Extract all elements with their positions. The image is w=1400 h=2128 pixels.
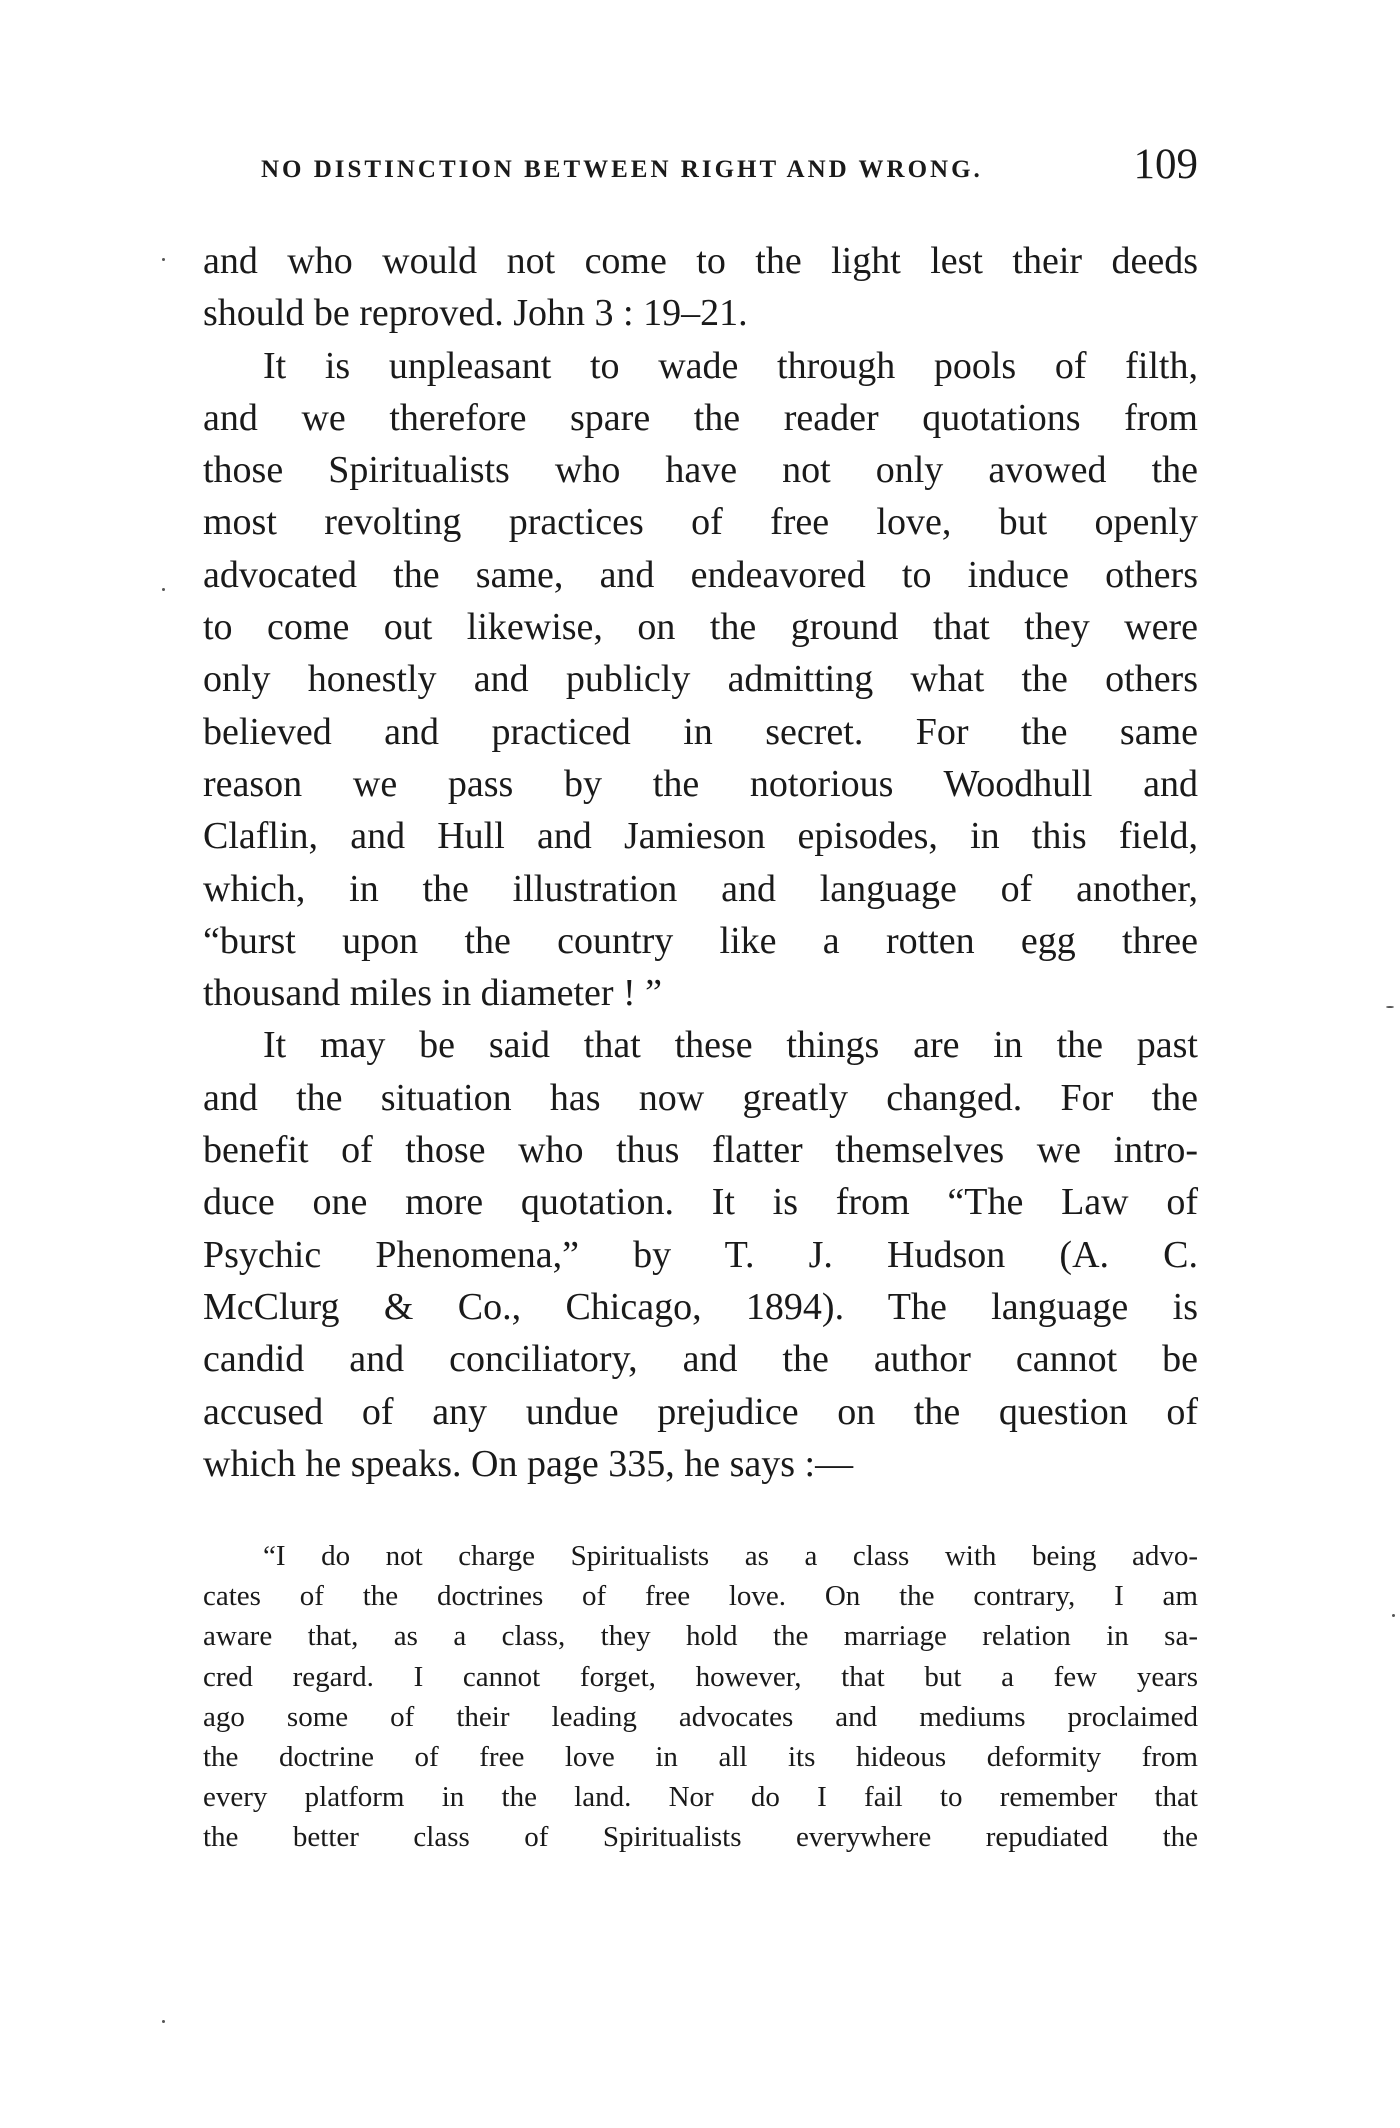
running-title: NO DISTINCTION BETWEEN RIGHT AND WRONG. — [261, 156, 983, 183]
quote-line: ago some of their leading advocates and mediums proclaimed — [203, 1700, 1198, 1733]
quote-line: aware that, as a class, they hold the marriage relation in sa- — [203, 1620, 1198, 1653]
quote-line: cates of the doctrines of free love. On the contrary, I am — [203, 1580, 1198, 1613]
running-head — [203, 138, 1198, 198]
body-line: “burst upon the country like a rotten egg three — [203, 919, 1198, 962]
body-line: only honestly and publicly admitting what the others — [203, 658, 1198, 701]
body-line: most revolting practices of free love, but openly — [203, 501, 1198, 544]
body-line: thousand miles in diameter ! ” — [203, 972, 663, 1015]
body-line: candid and conciliatory, and the author cannot be — [203, 1338, 1198, 1381]
body-line: to come out likewise, on the ground that they were — [203, 606, 1198, 649]
body-line: and who would not come to the light lest their deeds — [203, 240, 1198, 282]
body-line: which, in the illustration and language of another, — [203, 867, 1198, 910]
body-text — [203, 235, 1198, 1490]
body-line: It is unpleasant to wade through pools of filth, — [263, 344, 1198, 387]
body-line: benefit of those who thus flatter themselves we intro- — [203, 1129, 1198, 1172]
body-line: should be reproved. John 3 : 19–21. — [203, 292, 748, 335]
quote-line: the better class of Spiritualists everywhere repudiated the — [203, 1821, 1198, 1854]
body-line: reason we pass by the notorious Woodhull and — [203, 762, 1198, 805]
body-line: duce one more quotation. It is from “The Law of — [203, 1181, 1198, 1224]
body-line: those Spiritualists who have not only avowed the — [203, 449, 1198, 492]
body-line: and the situation has now greatly changed. For the — [203, 1076, 1198, 1119]
print-speck — [162, 2020, 165, 2023]
body-line: advocated the same, and endeavored to induce others — [203, 553, 1198, 596]
body-line: accused of any undue prejudice on the question of — [203, 1390, 1198, 1433]
body-line: believed and practiced in secret. For the same — [203, 710, 1198, 753]
body-line: which he speaks. On page 335, he says :— — [203, 1442, 854, 1485]
body-line: McClurg & Co., Chicago, 1894). The language is — [203, 1285, 1198, 1328]
page-number: 109 — [1133, 141, 1198, 188]
body-line: Claflin, and Hull and Jamieson episodes, in this field, — [203, 815, 1198, 858]
print-speck — [1386, 1006, 1394, 1008]
block-quote — [203, 1536, 1198, 1858]
print-speck — [1392, 1614, 1395, 1617]
quote-line: every platform in the land. Nor do I fail to remember that — [203, 1781, 1198, 1814]
print-speck — [162, 258, 165, 261]
body-line: It may be said that these things are in the past — [263, 1024, 1198, 1067]
quote-line: “I do not charge Spiritualists as a class with being advo- — [263, 1540, 1198, 1572]
body-line: Psychic Phenomena,” by T. J. Hudson (A. C. — [203, 1233, 1198, 1276]
body-line: and we therefore spare the reader quotations from — [203, 396, 1198, 439]
quote-line: the doctrine of free love in all its hideous deformity from — [203, 1740, 1198, 1773]
print-speck — [162, 588, 165, 591]
quote-line: cred regard. I cannot forget, however, that but a few years — [203, 1660, 1198, 1693]
